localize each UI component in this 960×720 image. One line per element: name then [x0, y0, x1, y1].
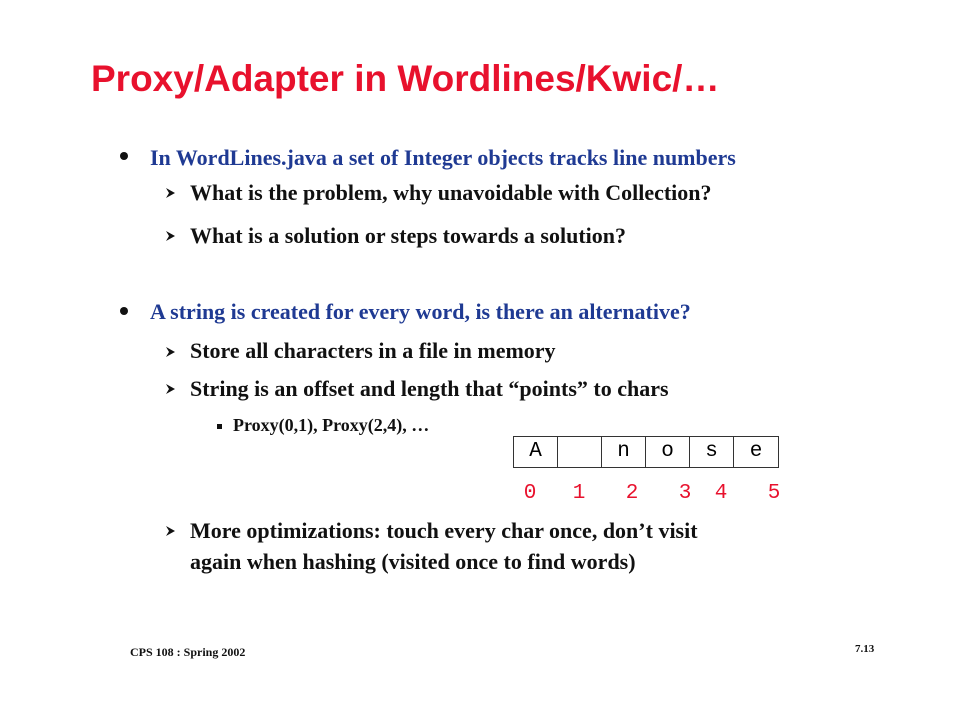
slide-title: Proxy/Adapter in Wordlines/Kwic/…: [91, 58, 720, 99]
bullet-dot-icon: [120, 307, 128, 315]
square-bullet-icon: [217, 424, 222, 429]
footer-course: CPS 108 : Spring 2002: [130, 645, 246, 659]
footer-page-number: 7.13: [855, 643, 875, 655]
char-cell: o: [646, 437, 690, 467]
bullet-1-sub-1: What is the problem, why unavoidable with Collection?: [190, 180, 712, 205]
char-cell: n: [602, 437, 646, 467]
arrowhead-icon: [164, 345, 178, 359]
bullet-1-sub-2: What is a solution or steps towards a solution?: [190, 223, 626, 248]
array-index: 5: [767, 482, 781, 505]
array-index: 0: [523, 482, 537, 505]
array-index: 1: [572, 482, 586, 505]
bullet-2-text: A string is created for every word, is there an alternative?: [150, 299, 691, 324]
bullet-2-subsub: Proxy(0,1), Proxy(2,4), …: [233, 415, 430, 435]
bullet-2-sub-1: Store all characters in a file in memory: [190, 338, 556, 363]
char-cell: e: [749, 440, 763, 463]
char-array: [513, 436, 779, 468]
bullet-1-text: In WordLines.java a set of Integer objects tracks line numbers: [150, 145, 736, 170]
arrowhead-icon: [164, 229, 178, 243]
arrowhead-icon: [164, 524, 178, 538]
array-index: 4: [714, 482, 728, 505]
char-cell: [558, 437, 602, 467]
arrowhead-icon: [164, 382, 178, 396]
bullet-2-more-line-1: More optimizations: touch every char once, don’t visit: [190, 518, 698, 543]
array-index: 3: [678, 482, 692, 505]
bullet-2-sub-2: String is an offset and length that “points” to chars: [190, 376, 669, 401]
array-index: 2: [625, 482, 639, 505]
arrowhead-icon: [164, 186, 178, 200]
bullet-2-more-line-2: again when hashing (visited once to find words): [190, 549, 636, 574]
char-cell: s: [690, 437, 734, 467]
char-cell: A: [514, 437, 558, 467]
bullet-dot-icon: [120, 152, 128, 160]
